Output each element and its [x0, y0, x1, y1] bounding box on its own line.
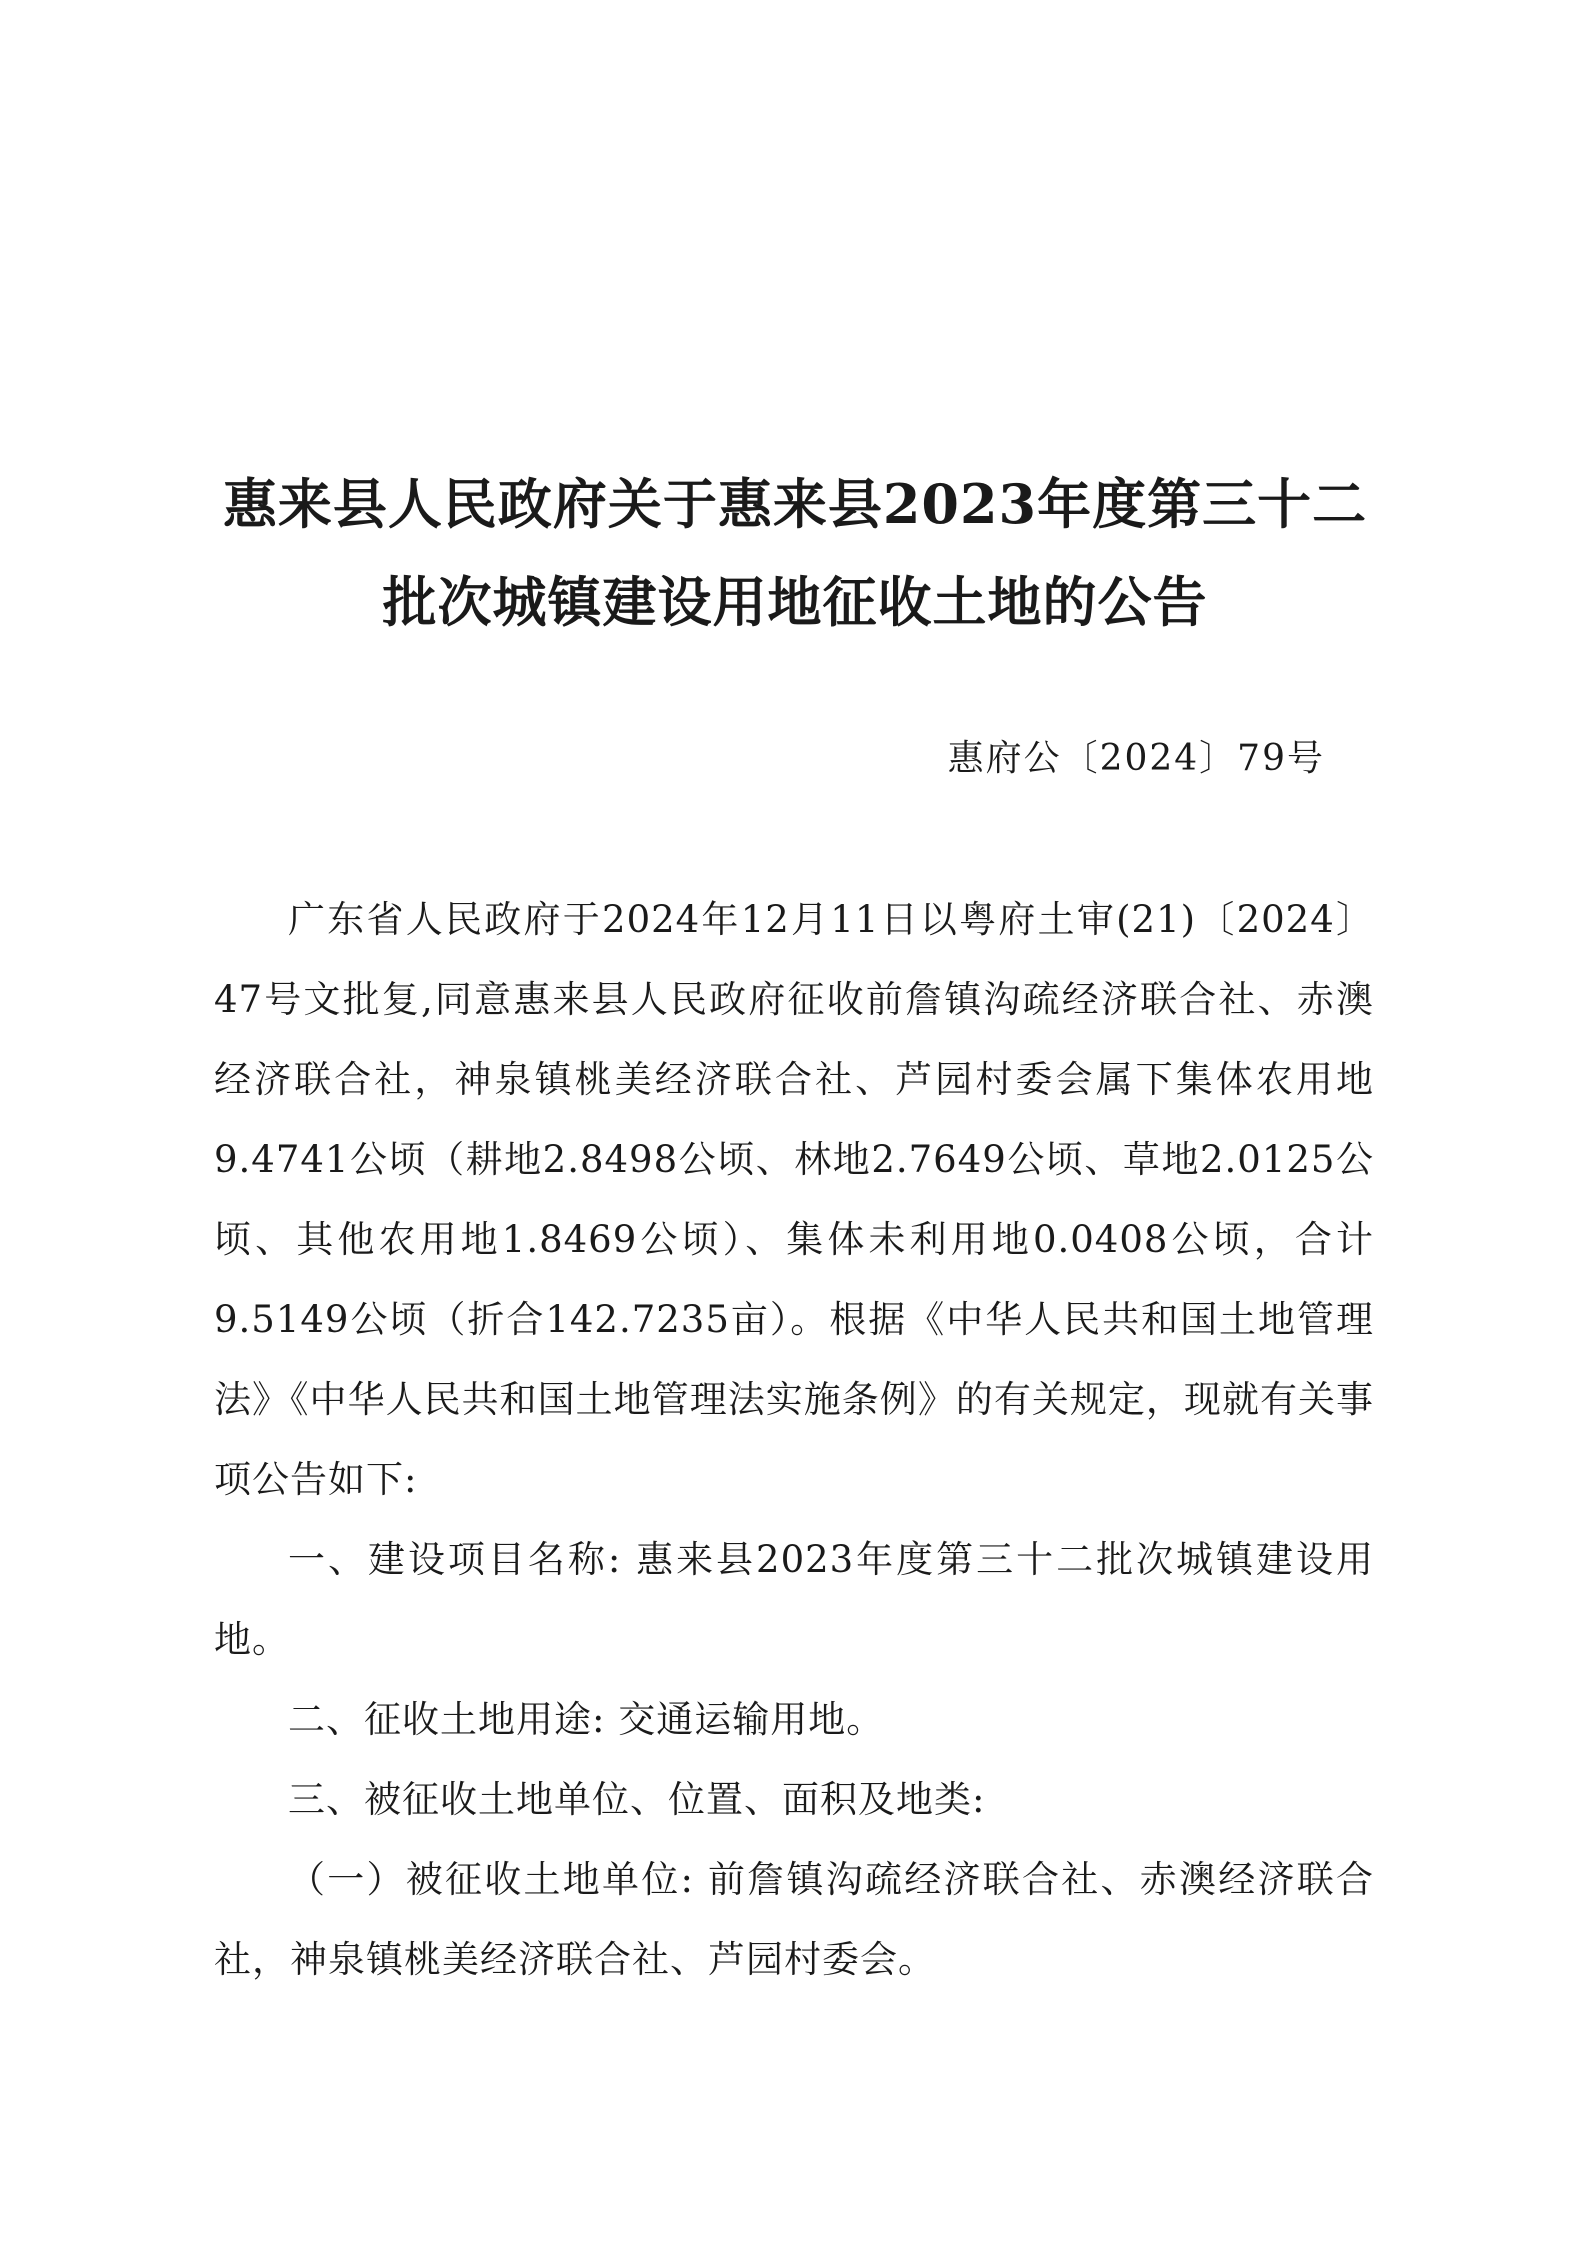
title-line-2: 批次城镇建设用地征收土地的公告 [382, 570, 1208, 634]
paragraph-intro: 广东省人民政府于2024年12月11日以粤府土审(21)〔2024〕47号文批复,同意惠来县人民政府征收前詹镇沟疏经济联合社、赤澳经济联合社，神泉镇桃美经济联合社、芦园村委会属下集体农用地9.4741公顷（耕地2.8498公顷、林地2.7649公顷、草地2.0125公顷、其他农用地1.8469公顷）、集体未利用地0.0408公顷，合计9.5149公顷（折合142.7235亩）。根据《中华人民共和国土地管理法》《中华人民共和国土地管理法实施条例》的有关规定，现就有关事项公告如下: [214, 898, 1374, 1501]
paragraph-expropriated-units: （一）被征收土地单位: 前詹镇沟疏经济联合社、赤澳经济联合社，神泉镇桃美经济联合社、芦园村委会。 [214, 1858, 1374, 1981]
document-number: 惠府公〔2024〕79号 [947, 738, 1325, 779]
paragraph-project-name: 一、建设项目名称: 惠来县2023年度第三十二批次城镇建设用地。 [214, 1538, 1374, 1661]
paragraph-section-three: 三、被征收土地单位、位置、面积及地类: [288, 1778, 986, 1821]
document-body [214, 880, 1374, 2000]
paragraph-land-use: 二、征收土地用途: 交通运输用地。 [288, 1698, 885, 1741]
title-line-1: 惠来县人民政府关于惠来县2023年度第三十二 [222, 472, 1368, 536]
document-title [150, 455, 1440, 651]
